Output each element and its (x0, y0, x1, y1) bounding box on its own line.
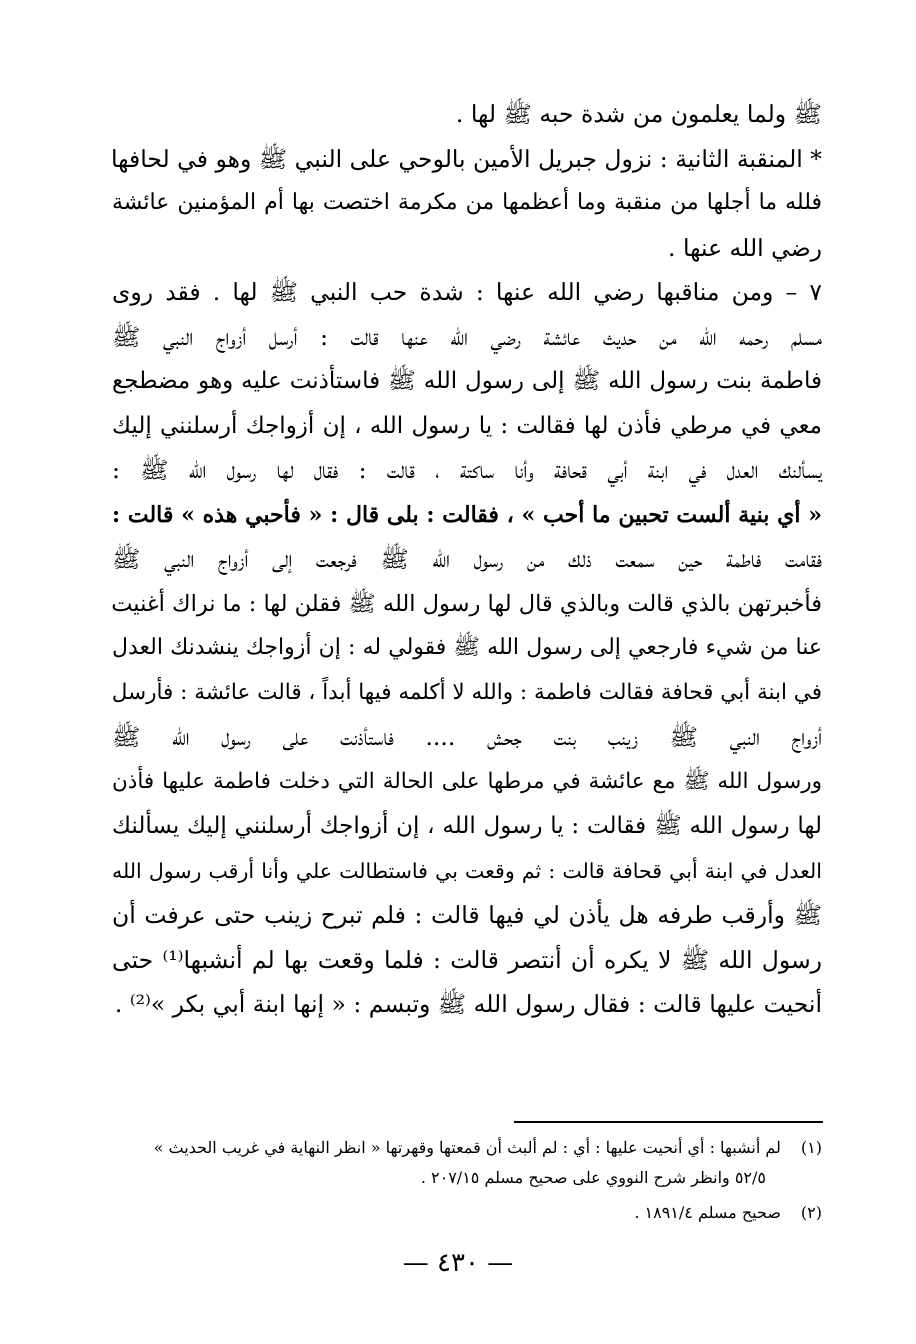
text-line: « أي بنية ألست تحبين ما أحب » ، فقالت : بلى قال : « فأحبي هذه » قالت : (112, 501, 822, 528)
footnote-number: (٢) (800, 1203, 822, 1222)
text-line: فلله ما أجلها من منقبة وما أعظمها من مكرمة اختصت بها أم المؤمنين عائشة (112, 190, 822, 215)
text-line: فقامت فاطمة حين سمعت ذلك من رسول الله ﷺ فرجعت إلى أزواج النبي ﷺ (112, 545, 822, 573)
footnote-text: ٥٢/٥ وانظر شرح النووي على صحيح مسلم ٢٠٧/١٥ . (420, 1168, 766, 1187)
text-line: معي في مرطي فأذن لها فقالت : يا رسول الله ، إن أزواجك أرسلنني إليك (112, 412, 822, 439)
text-line: مسلم رحمه الله من حديث عائشة رضي الله عنها قالت : أرسل أزواج النبي ﷺ (112, 322, 822, 351)
text-line: ورسول الله ﷺ مع عائشة في مرطها على الحالة التي دخلت فاطمة عليها فأذن (112, 768, 822, 794)
text-line: العدل في ابنة أبي قحافة قالت : ثم وقعت بي فاستطالت علي وأنا أرقب رسول الله (112, 858, 822, 883)
text-line: عنا من شيء فارجعي إلى رسول الله ﷺ فقولي له : إن أزواجك ينشدنك العدل (112, 635, 822, 660)
text-line: فأخبرتهن بالذي قالت وبالذي قال لها رسول الله ﷺ فقلن لها : ما نراك أغنيت (111, 590, 822, 617)
footnote-1 (112, 1133, 822, 1163)
footnote-divider (514, 1121, 823, 1123)
text-line: رضي الله عنها . (668, 233, 822, 262)
footnote-2 (112, 1198, 822, 1228)
text-line: فاطمة بنت رسول الله ﷺ إلى رسول الله ﷺ فاستأذنت عليه وهو مضطجع (112, 368, 822, 394)
text-line: يسألنك العدل في ابنة أبي قحافة وأنا ساكتة ، قالت : فقال لها رسول الله ﷺ : (112, 456, 822, 484)
text-line: ﷺ ولما يعلمون من شدة حبه ﷺ لها . (455, 100, 822, 128)
footnote-text: لم أنشبها : أي أنحيت عليها : أي : لم ألبث أن قمعتها وقهرتها « انظر النهاية في غريب الحديث » (153, 1138, 781, 1157)
text-line: ٧ – ومن مناقبها رضي الله عنها : شدة حب النبي ﷺ لها . فقد روى (112, 278, 822, 306)
page-number: — ٤٣٠ — (402, 1248, 514, 1278)
text-line: ﷺ وأرقب طرفه هل يأذن لي فيها قالت : فلم تبرح زينب حتى عرفت أن (112, 901, 822, 929)
footnote-text: صحيح مسلم ١٨٩١/٤ . (634, 1203, 781, 1222)
text-line: أنحيت عليها قالت : فقال رسول الله ﷺ وتبسم : « إنها ابنة أبي بكر »⁽²⁾ . (114, 990, 822, 1018)
text-line: في ابنة أبي قحافة فقالت فاطمة : والله لا أكلمه فيها أبداً ، قالت عائشة : فأرسل (111, 679, 822, 705)
main-text (112, 92, 822, 1027)
text-line: * المنقبة الثانية : نزول جبريل الأمين بالوحي على النبي ﷺ وهو في لحافها (110, 144, 822, 173)
text-line: لها رسول الله ﷺ فقالت : يا رسول الله ، إن أزواجك أرسلنني إليك يسألنك (112, 813, 822, 839)
text-line: رسول الله ﷺ لا يكره أن أنتصر قالت : فلما وقعت بها لم أنشبها⁽¹⁾ حتى (112, 945, 822, 974)
text-line: أزواج النبي ﷺ زينب بنت جحش .... فاستأذنت على رسول الله ﷺ (112, 723, 822, 751)
footnote-1-continuation (56, 1163, 766, 1193)
footnote-number: (١) (800, 1138, 822, 1157)
